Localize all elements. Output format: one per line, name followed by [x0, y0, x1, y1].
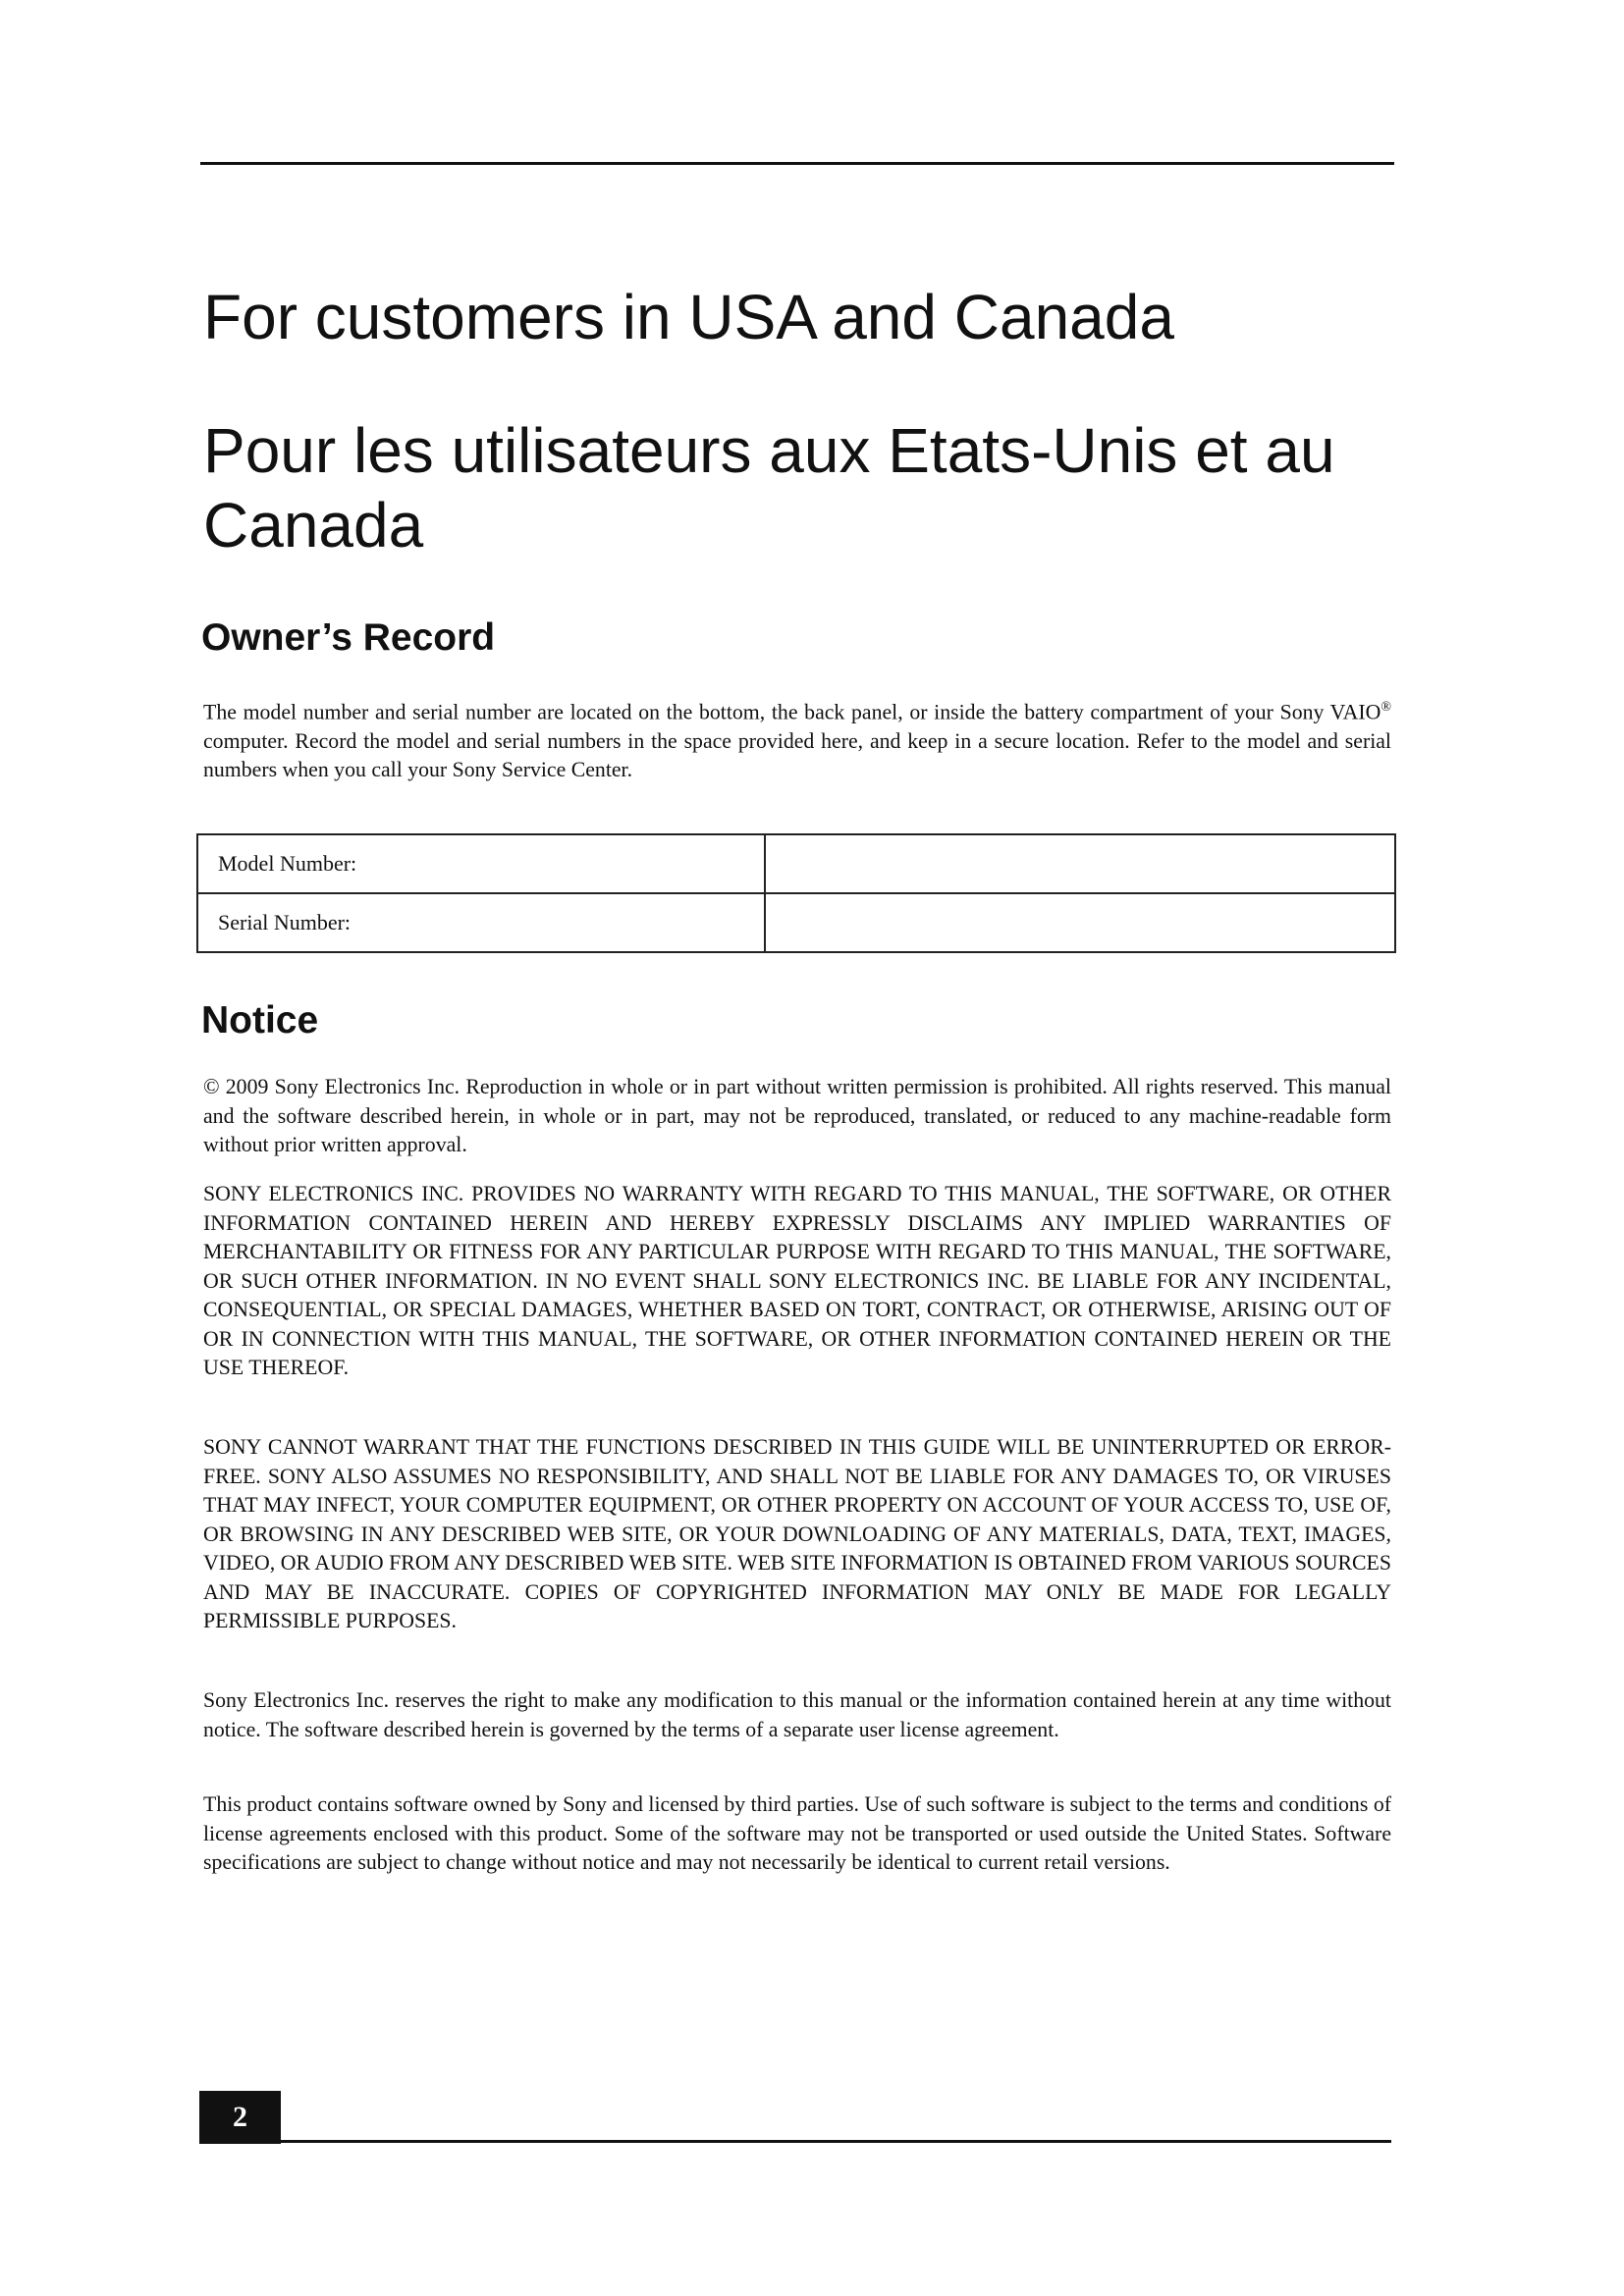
serial-number-field[interactable]	[765, 893, 1395, 952]
header-rule	[200, 162, 1394, 165]
notice-license-paragraph: This product contains software owned by Sony and licensed by third parties. Use of such software is subject to the terms and conditions of license agreements enclosed with this product. Some of the software may not be transported or used outside the United States. Software specifications are subject to change without notice and may not necessarily be identical to current retail versions.	[203, 1792, 1391, 1874]
serial-number-row	[197, 893, 1395, 952]
page-title-french: Pour les utilisateurs aux Etats-Unis et au Canada	[203, 415, 1335, 561]
notice-copyright-paragraph: © 2009 Sony Electronics Inc. Reproduction in whole or in part without written permission is prohibited. All rights reserved. This manual and the software described herein, in whole or in part, may not be reproduced, translated, or reduced to any machine-readable form without prior written approval.	[203, 1075, 1391, 1156]
owners-record-text-start: The model number and serial number are located on the bottom, the back panel, or inside the battery compartment of your Sony VAIO	[203, 700, 1381, 724]
notice-title: Notice	[201, 999, 319, 1041]
notice-modification-paragraph: Sony Electronics Inc. reserves the right to make any modification to this manual or the information contained herein at any time without notice. The software described herein is governed by the terms of a separate user license agreement.	[203, 1688, 1391, 1741]
model-number-field[interactable]	[765, 834, 1395, 893]
notice-liability-paragraph: SONY CANNOT WARRANT THAT THE FUNCTIONS DESCRIBED IN THIS GUIDE WILL BE UNINTERRUPTED OR ERROR-FREE. SONY ALSO ASSUMES NO RESPONSIBILITY, AND SHALL NOT BE LIABLE FOR ANY DAMAGES TO, OR VIRUSES THAT MAY INFECT, YOUR COMPUTER EQUIPMENT, OR OTHER PROPERTY ON ACCOUNT OF YOUR ACCESS TO, USE OF, OR BROWSING IN ANY DESCRIBED WEB SITE, OR YOUR DOWNLOADING OF ANY MATERIALS, DATA, TEXT, IMAGES, VIDEO, OR AUDIO FROM ANY DESCRIBED WEB SITE. WEB SITE INFORMATION IS OBTAINED FROM VARIOUS SOURCES AND MAY BE INACCURATE. COPIES OF COPYRIGHTED INFORMATION MAY ONLY BE MADE FOR LEGALLY PERMISSIBLE PURPOSES.	[203, 1435, 1391, 1632]
serial-number-label: Serial Number:	[197, 893, 765, 952]
page-title-english: For customers in USA and Canada	[203, 282, 1174, 352]
owners-record-title: Owner’s Record	[201, 616, 496, 659]
owners-record-text-end: computer. Record the model and serial numbers in the space provided here, and keep in a secure location. Refer to the model and serial numbers when you call your Sony Service Center.	[203, 728, 1391, 782]
model-number-row	[197, 834, 1395, 893]
notice-warranty-paragraph: SONY ELECTRONICS INC. PROVIDES NO WARRANTY WITH REGARD TO THIS MANUAL, THE SOFTWARE, OR OTHER INFORMATION CONTAINED HEREIN AND HEREBY EXPRESSLY DISCLAIMS ANY IMPLIED WARRANTIES OF MERCHANTABILITY OR FITNESS FOR ANY PARTICULAR PURPOSE WITH REGARD TO THIS MANUAL, THE SOFTWARE, OR SUCH OTHER INFORMATION. IN NO EVENT SHALL SONY ELECTRONICS INC. BE LIABLE FOR ANY INCIDENTAL, CONSEQUENTIAL, OR SPECIAL DAMAGES, WHETHER BASED ON TORT, CONTRACT, OR OTHERWISE, ARISING OUT OF OR IN CONNECTION WITH THIS MANUAL, THE SOFTWARE, OR OTHER INFORMATION CONTAINED HEREIN OR THE USE THEREOF.	[203, 1182, 1391, 1379]
owners-record-table	[196, 833, 1396, 953]
model-number-label: Model Number:	[197, 834, 765, 893]
owners-record-text	[203, 693, 1391, 785]
registered-trademark-mark: ®	[1380, 700, 1391, 715]
footer-rule	[281, 2140, 1391, 2143]
page-number: 2	[199, 2091, 281, 2144]
